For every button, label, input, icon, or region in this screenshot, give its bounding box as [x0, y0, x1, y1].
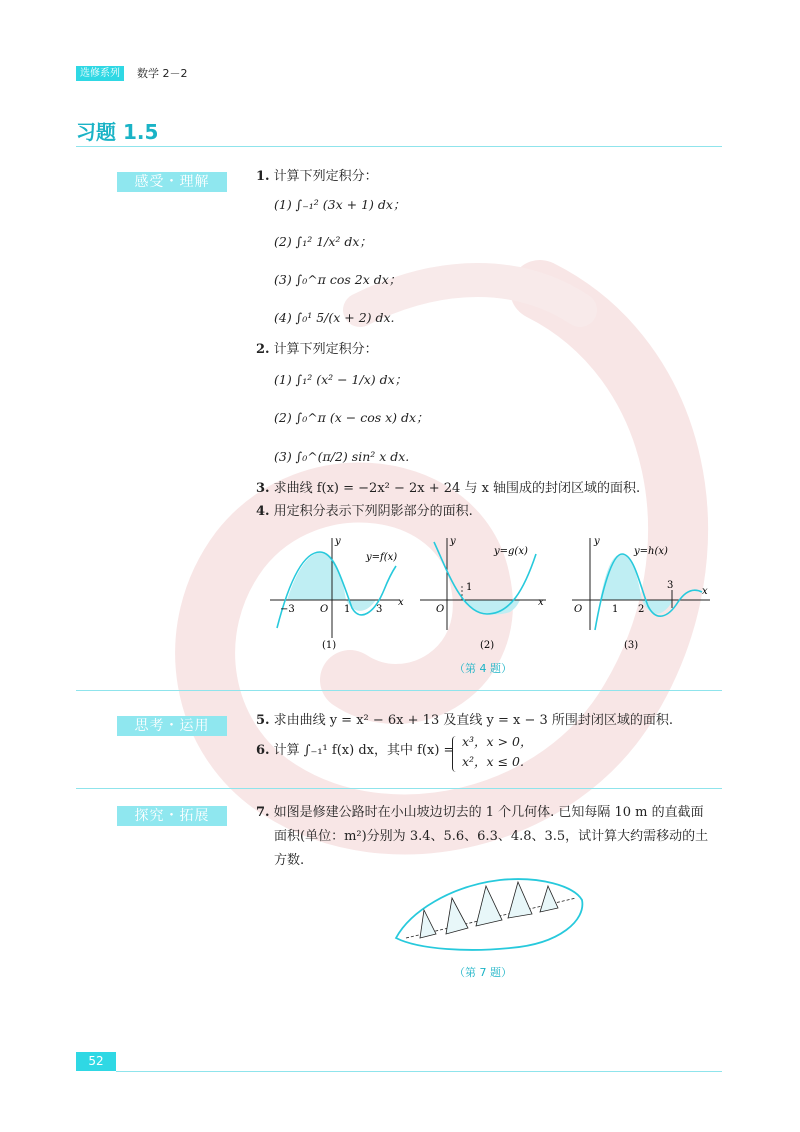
x-axis-label: x	[398, 597, 404, 608]
question-1	[256, 168, 378, 186]
question-4	[256, 503, 473, 521]
q6-case-2: x²，x ≤ 0.	[462, 754, 524, 769]
category-explore-extend: 探究・拓展	[117, 806, 227, 826]
graph-1	[270, 536, 404, 651]
function-label: y=h(x)	[634, 546, 668, 557]
x-axis-label: x	[538, 597, 544, 608]
tick-label: 3	[376, 604, 383, 615]
cross-section-4	[508, 882, 532, 918]
y-axis-label: y	[594, 536, 600, 547]
question-7	[256, 804, 704, 822]
y-axis-label: y	[335, 536, 341, 547]
origin-label: O	[320, 604, 329, 615]
sub-label: (2)	[480, 640, 495, 651]
tick-label: 1	[344, 604, 351, 615]
question-text: 计算 ∫₋₁¹ f(x) dx，其中 f(x) =	[273, 743, 455, 758]
question-text: 计算下列定积分：	[273, 169, 378, 184]
section-title: 习题 1.5	[76, 120, 159, 144]
question-number: 2.	[256, 342, 270, 357]
category-think-apply: 思考・运用	[117, 716, 227, 736]
origin-label: O	[574, 604, 583, 615]
section-rule	[76, 788, 722, 789]
question-text: 求由曲线 y = x² − 6x + 13 及直线 y = x − 3 所围封闭区域的面积.	[273, 713, 674, 728]
book-title: 数学 2－2	[137, 67, 188, 80]
graph-2	[420, 536, 546, 651]
question-number: 6.	[256, 743, 270, 758]
shaded-region-1a	[287, 552, 346, 600]
question-2	[256, 341, 378, 359]
question-7-line-2: 面积(单位：m²)分别为 3.4、5.6、6.3、4.8、3.5，试计算大约需移动的土	[274, 829, 709, 844]
tick-label: 1	[466, 582, 473, 593]
origin-label: O	[436, 604, 445, 615]
tick-label: 1	[612, 604, 619, 615]
question-5	[256, 712, 673, 730]
function-label: y=g(x)	[494, 546, 528, 557]
category-feel-understand: 感受・理解	[117, 172, 227, 192]
question-3	[256, 480, 640, 498]
title-rule	[76, 146, 722, 147]
question-number: 5.	[256, 713, 270, 728]
q1-item-4: (4) ∫₀¹ 5/(x + 2) dx.	[274, 310, 395, 325]
question-number: 7.	[256, 805, 270, 820]
figure-4	[262, 530, 712, 660]
tick-label: 3	[667, 580, 674, 591]
question-text: 如图是修建公路时在小山坡边切去的 1 个几何体. 已知每隔 10 m 的直截面	[273, 805, 704, 820]
q2-item-1: (1) ∫₁² (x² − 1/x) dx；	[274, 372, 408, 387]
cross-section-3	[476, 886, 502, 926]
cross-section-5	[540, 886, 558, 912]
y-axis-label: y	[450, 536, 456, 547]
question-number: 3.	[256, 481, 270, 496]
question-number: 1.	[256, 169, 270, 184]
question-6	[256, 742, 454, 760]
q6-case-1: x³，x > 0，	[462, 734, 533, 749]
figure-7-caption: （第 7 题）	[454, 966, 512, 979]
shaded-region-3a	[600, 554, 642, 600]
question-text: 求曲线 f(x) = −2x² − 2x + 24 与 x 轴围成的封闭区域的面积.	[273, 481, 641, 496]
function-label: y=f(x)	[366, 552, 398, 563]
cross-section-1	[420, 910, 436, 938]
figure-7	[390, 872, 590, 956]
q1-item-3: (3) ∫₀^π cos 2x dx；	[274, 272, 402, 287]
figure-4-caption: （第 4 题）	[454, 662, 512, 675]
q1-item-1: (1) ∫₋₁² (3x + 1) dx；	[274, 197, 406, 212]
section-rule	[76, 690, 722, 691]
sub-label: (3)	[624, 640, 639, 651]
piecewise-brace	[452, 736, 459, 772]
tick-label: −3	[280, 604, 295, 615]
sub-label: (1)	[322, 640, 337, 651]
series-tag: 选修系列	[76, 66, 124, 81]
graph-3	[572, 536, 710, 651]
question-7-line-3: 方数.	[274, 853, 305, 868]
tick-label: 2	[638, 604, 645, 615]
cross-section-2	[446, 898, 468, 934]
q1-item-2: (2) ∫₁² 1/x² dx；	[274, 234, 372, 249]
question-text: 用定积分表示下列阴影部分的面积.	[273, 504, 473, 519]
x-axis-label: x	[702, 586, 708, 597]
q2-item-3: (3) ∫₀^(π/2) sin² x dx.	[274, 449, 410, 464]
question-text: 计算下列定积分：	[273, 342, 378, 357]
page-number: 52	[76, 1052, 116, 1071]
question-number: 4.	[256, 504, 270, 519]
q2-item-2: (2) ∫₀^π (x − cos x) dx；	[274, 410, 429, 425]
footer-rule	[116, 1071, 722, 1072]
